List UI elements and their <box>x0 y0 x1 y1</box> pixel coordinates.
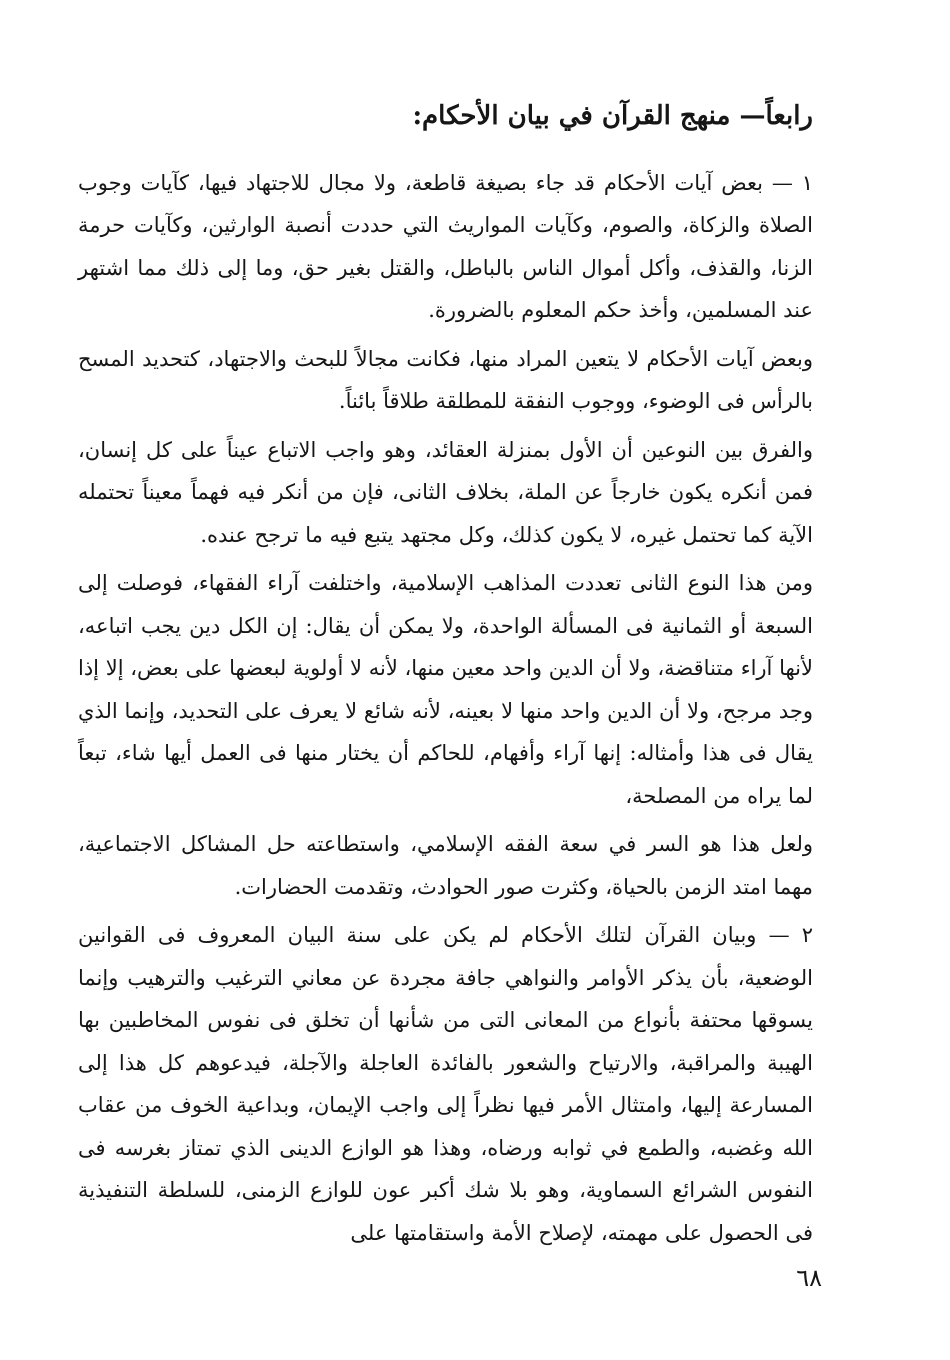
paragraph-5: ولعل هذا هو السر في سعة الفقه الإسلامي، واستطاعته حل المشاكل الاجتماعية، مهما امتد الزمن بالحياة، وكثرت صور الحوادث، وتقدمت الحضارات. <box>78 832 813 899</box>
paragraph-2: وبعض آيات الأحكام لا يتعين المراد منها، فكانت مجالاً للبحث والاجتهاد، كتحديد المسح بالرأس فى الوضوء، ووجوب النفقة للمطلقة طلاقاً بائناً. <box>78 346 813 414</box>
paragraph-1: ١ — بعض آيات الأحكام قد جاء بصيغة قاطعة، ولا مجال للاجتهاد فيها، كآيات وجوب الصلاة والزكاة، والصوم، وكآيات المواريث التي حددت أنصبة الوارثين، وكآيات حرمة الزنا، والقذف، وأكل أموال الناس بالباطل، والقتل بغير حق، وما إلى ذلك مما اشتهر عند المسلمين، وأخذ حكم المعلوم بالضرورة. <box>78 170 813 323</box>
paragraph-3: والفرق بين النوعين أن الأول بمنزلة العقائد، وهو واجب الاتباع عيناً على كل إنسان، فمن أنكره يكون خارجاً عن الملة، بخلاف الثانى، فإن من أنكر فيه فهماً معيناً تحتمله الآية كما تحتمل غيره، لا يكون كذلك، وكل مجتهد يتبع فيه ما ترجح عنده. <box>78 437 813 547</box>
paragraph-4: ومن هذا النوع الثانى تعددت المذاهب الإسلامية، واختلفت آراء الفقهاء، فوصلت إلى السبعة أو الثمانية فى المسألة الواحدة، ولا يمكن أن يقال: إن الكل دين يجب اتباعه، لأنها آراء متناقضة، ولا أن الدين واحد معين منها، لأنه لا أولوية لبعضها على بعض، إلا إذا وجد مرجح، ولا أن الدين واحد منها لا بعينه، لأنه شائع لا يعرف على التحديد، وإنما الذي يقال فى هذا وأمثاله: إنها آراء وأفهام، للحاكم أن يختار منها فى العمل أيها شاء، تبعاً لما يراه من المصلحة، <box>78 571 813 808</box>
page-number: ٦٨ <box>796 1264 822 1292</box>
paragraph-6: ٢ — وبيان القرآن لتلك الأحكام لم يكن على سنة البيان المعروف فى القوانين الوضعية، بأن يذكر الأوامر والنواهي جافة مجردة عن معاني الترغيب والترهيب وإنما يسوقها محتفة بأنواع من المعانى التى من شأنها أن تخلق فى نفوس المخاطبين بها الهيبة والمراقبة، والارتياح والشعور بالفائدة العاجلة والآجلة، فيدعوهم كل هذا إلى المسارعة إليها، وامتثال الأمر فيها نظراً إلى واجب الإيمان، وبداعية الخوف من عقاب الله وغضبه، والطمع في ثوابه ورضاه، وهذا هو الوازع الدينى الذي تمتاز بغرسه فى النفوس الشرائع السماوية، وهو بلا شك أكبر عون للوازع الزمنى، للسلطة التنفيذية فى الحصول على مهمته، لإصلاح الأمة واستقامتها على <box>78 923 813 1245</box>
document-page <box>78 96 813 1260</box>
section-heading: رابعاً— منهج القرآن في بيان الأحكام: <box>412 101 813 131</box>
